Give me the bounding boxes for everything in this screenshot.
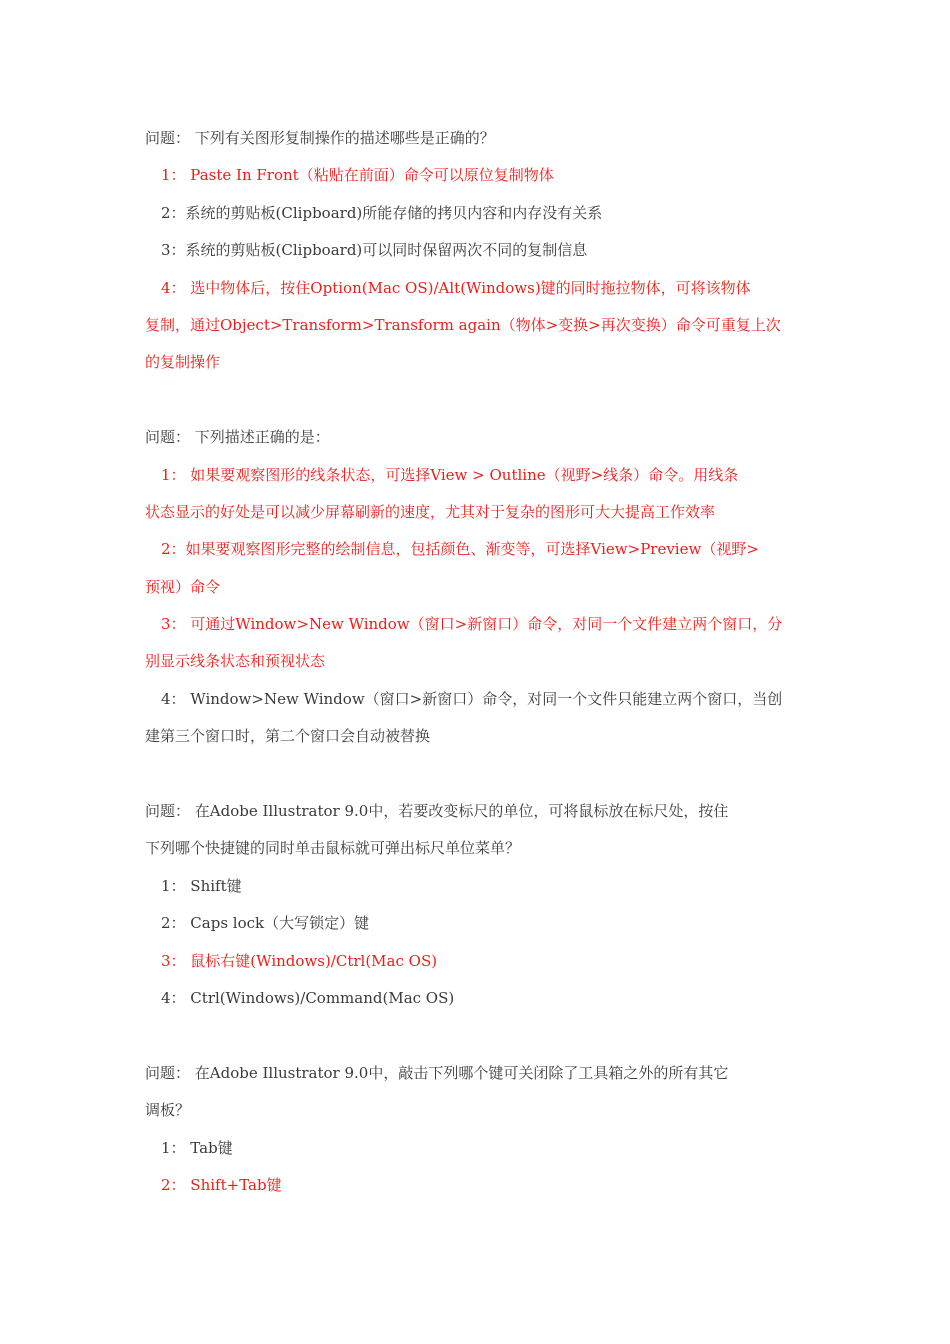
correct-option-line: 1： Paste In Front（粘贴在前面）命令可以原位复制物体 [161,166,554,185]
option-line: 1： Tab键 [161,1138,233,1157]
question-spacer [145,1017,810,1054]
correct-option-line: 状态显示的好处是可以减少屏幕刷新的速度，尤其对于复杂的图形可大大提高工作效率 [145,502,716,521]
correct-option-line: 3： 鼠标右键(Windows)/Ctrl(Mac OS) [161,951,438,970]
option-line: 4： Window>New Window（窗口>新窗口）命令，对同一个文件只能建立两个窗口，当创 [161,689,783,708]
question-block [145,419,810,756]
question-spacer [145,382,810,419]
option-line: 1： Shift键 [161,876,242,895]
option-line: 建第三个窗口时，第二个窗口会自动被替换 [145,727,431,746]
option-line: 4： Ctrl(Windows)/Command(Mac OS) [161,988,455,1007]
question-prompt-line: 问题： 下列有关图形复制操作的描述哪些是正确的？ [145,129,495,147]
option-line: 2：系统的剪贴板(Clipboard)所能存储的拷贝内容和内存没有关系 [161,203,603,222]
correct-option-line: 复制，通过Object>Transform>Transform again（物体>变换>再次变换）命令可重复上次 [145,315,781,334]
correct-option-line: 3： 可通过Window>New Window（窗口>新窗口）命令，对同一个文件建立两个窗口，分 [161,615,783,634]
question-spacer [145,756,810,793]
correct-option-line: 的复制操作 [145,353,221,372]
correct-option-line: 2： Shift+Tab键 [161,1175,282,1194]
question-block [145,120,810,382]
document-page [145,120,810,1204]
correct-option-line: 4： 选中物体后，按住Option(Mac OS)/Alt(Windows)键的同时拖拉物体，可将该物体 [161,278,751,297]
option-line: 3：系统的剪贴板(Clipboard)可以同时保留两次不同的复制信息 [161,241,588,260]
question-prompt-line: 问题： 在Adobe Illustrator 9.0中，若要改变标尺的单位，可将鼠标放在标尺处，按住 [145,802,729,821]
question-block [145,1055,810,1205]
question-block [145,793,810,1017]
correct-option-line: 1： 如果要观察图形的线条状态，可选择View > Outline（视野>线条）命令。用线条 [161,465,739,484]
correct-option-line: 2：如果要观察图形完整的绘制信息，包括颜色、渐变等，可选择View>Preview（视野> [161,540,759,559]
question-prompt-line: 下列哪个快捷键的同时单击鼠标就可弹出标尺单位菜单？ [145,839,521,858]
correct-option-line: 别显示线条状态和预视状态 [145,652,326,671]
question-prompt-line: 问题： 在Adobe Illustrator 9.0中，敲击下列哪个键可关闭除了工具箱之外的所有其它 [145,1063,729,1082]
correct-option-line: 预视）命令 [145,577,221,596]
question-prompt-line: 调板？ [145,1101,191,1120]
option-line: 2： Caps lock（大写锁定）键 [161,914,370,933]
question-prompt-line: 问题： 下列描述正确的是： [145,428,330,447]
